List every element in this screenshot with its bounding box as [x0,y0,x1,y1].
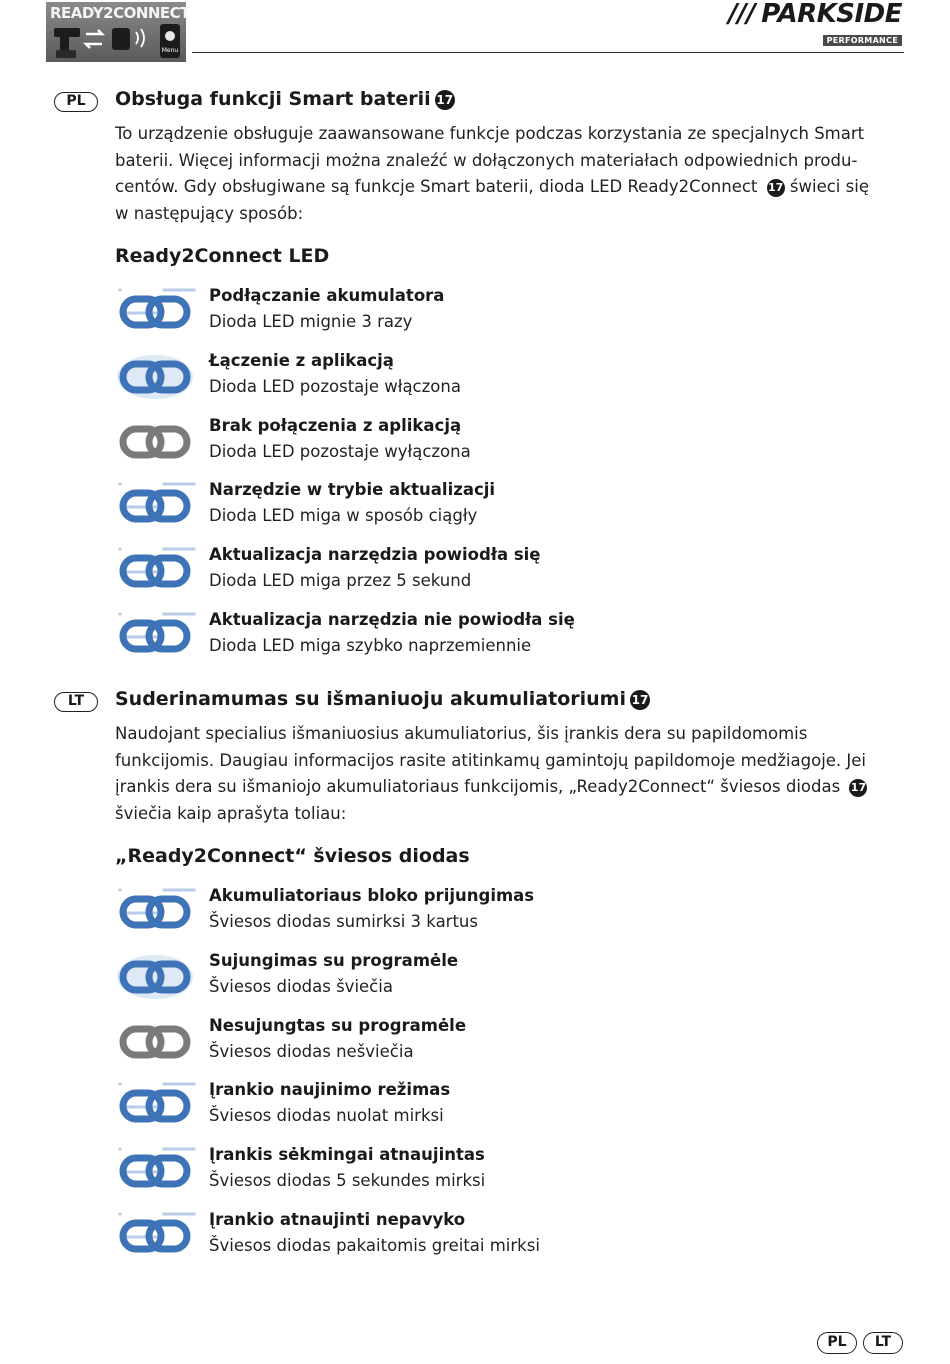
solid-blue-link-icon [114,351,198,405]
blinking-link-icon [114,1210,198,1264]
logo-title: READY2CONNECT [50,4,190,22]
blinking-link-icon [114,886,198,940]
led-status-item [114,1080,874,1136]
led-status-desc: Dioda LED miga przez 5 sekund [209,571,472,591]
paragraph-text: šviečia kaip aprašyta toliau: [115,803,347,823]
led-status-item [114,545,874,601]
led-subtitle: „Ready2Connect“ šviesos diodas [115,845,470,867]
ref-number-icon: 17 [849,779,867,797]
section-title [115,688,650,710]
led-status-item [114,416,874,472]
footer-badge-lt: LT [863,1332,903,1354]
led-status-title: Įrankio atnaujinti nepavyko [209,1210,466,1229]
led-status-desc: Dioda LED mignie 3 razy [209,312,413,331]
solid-blue-link-icon [114,951,198,1005]
blinking-link-icon [114,1080,198,1134]
led-status-title: Nesujungtas su programėle [209,1015,467,1035]
section-paragraph [115,721,885,827]
brand-logo [728,0,902,47]
led-status-desc: Šviesos diodas pakaitomis greitai mirksi [209,1236,540,1255]
led-status-item [114,480,874,536]
logo-badge-text: Menu [161,47,179,54]
grey-link-icon [114,1016,198,1070]
led-status-title: Łączenie z aplikacją [209,350,394,370]
led-subtitle: Ready2Connect LED [115,245,330,267]
led-status-item [114,951,874,1007]
footer-badge-pl: PL [817,1332,857,1354]
led-status-title: Brak połączenia z aplikacją [209,415,462,435]
blinking-link-icon [114,545,198,599]
brand-name: PARKSIDE [761,0,902,29]
brand-sub: PERFORMANCE [823,35,902,46]
led-status-title: Akumuliatoriaus bloko prijungimas [209,886,535,905]
led-status-title: Aktualizacja narzędzia nie powiodła się [209,610,575,629]
led-status-item [114,886,874,942]
lang-badge-lt: LT [54,692,98,712]
drill-connect-icon [46,22,186,62]
blinking-link-icon [114,286,198,340]
blinking-link-icon [114,610,198,664]
led-status-title: Sujungimas su programėle [209,950,459,970]
led-status-item [114,286,874,342]
grey-link-icon [114,416,198,470]
led-status-item [114,610,874,666]
led-status-desc: Dioda LED pozostaje wyłączona [209,441,471,461]
section-title-text: Suderinamumas su išmaniuoju akumuliatoriumi [115,688,626,710]
led-status-item [114,351,874,407]
led-status-title: Narzędzie w trybie aktualizacji [209,480,496,500]
led-status-desc: Šviesos diodas sumirksi 3 kartus [209,912,478,931]
led-status-item [114,1210,874,1266]
led-status-desc: Dioda LED pozostaje włączona [209,376,461,396]
header-rule [192,52,904,53]
led-status-desc: Dioda LED miga szybko naprzemiennie [209,636,532,655]
led-status-item [114,1016,874,1072]
led-status-title: Podłączanie akumulatora [209,286,445,305]
led-status-item [114,1145,874,1201]
led-status-desc: Šviesos diodas nuolat mirksi [209,1106,444,1126]
paragraph-text: Naudojant specialius išmaniuosius akumuliatorius, šis įrankis dera su papildomomis funkcijomis. Daugiau informacijos rasite atitinkamų gamintojų papildomoje medžiagoje. Jei įrankis dera su išmaniojo akumuliatoriaus funkcijomis, „Ready2Connect“ šviesos diodas [115,724,867,796]
blinking-link-icon [114,1145,198,1199]
brand-slashes: /// [728,0,756,29]
paragraph-text: świeci się w następujący sposób: [115,177,869,223]
led-status-title: Įrankio naujinimo režimas [209,1080,451,1100]
led-status-desc: Šviesos diodas nešviečia [209,1041,414,1061]
led-status-title: Įrankis sėkmingai atnaujintas [209,1145,485,1165]
section-title [115,88,455,110]
led-status-title: Aktualizacja narzędzia powiodła się [209,545,541,565]
led-status-desc: Šviesos diodas šviečia [209,976,393,996]
ready2connect-logo [46,2,190,62]
lang-badge-pl: PL [54,92,98,112]
ref-number-icon: 17 [435,90,455,110]
section-title-text: Obsługa funkcji Smart baterii [115,88,431,110]
paragraph-text: To urządzenie obsługuje zaawansowane funkcje podczas korzystania ze specjalnych Smart baterii. Więcej informacji można znaleźć w dołączonych materiałach odpowiednich produ-centów. Gdy obsługiwane są funkcje Smart baterii, dioda LED Ready2Connect [115,124,865,196]
section-paragraph [115,121,885,227]
blinking-link-icon [114,480,198,534]
led-status-desc: Šviesos diodas 5 sekundes mirksi [209,1171,486,1191]
ref-number-icon: 17 [767,179,785,197]
ref-number-icon: 17 [630,690,650,710]
led-status-desc: Dioda LED miga w sposób ciągły [209,506,478,526]
